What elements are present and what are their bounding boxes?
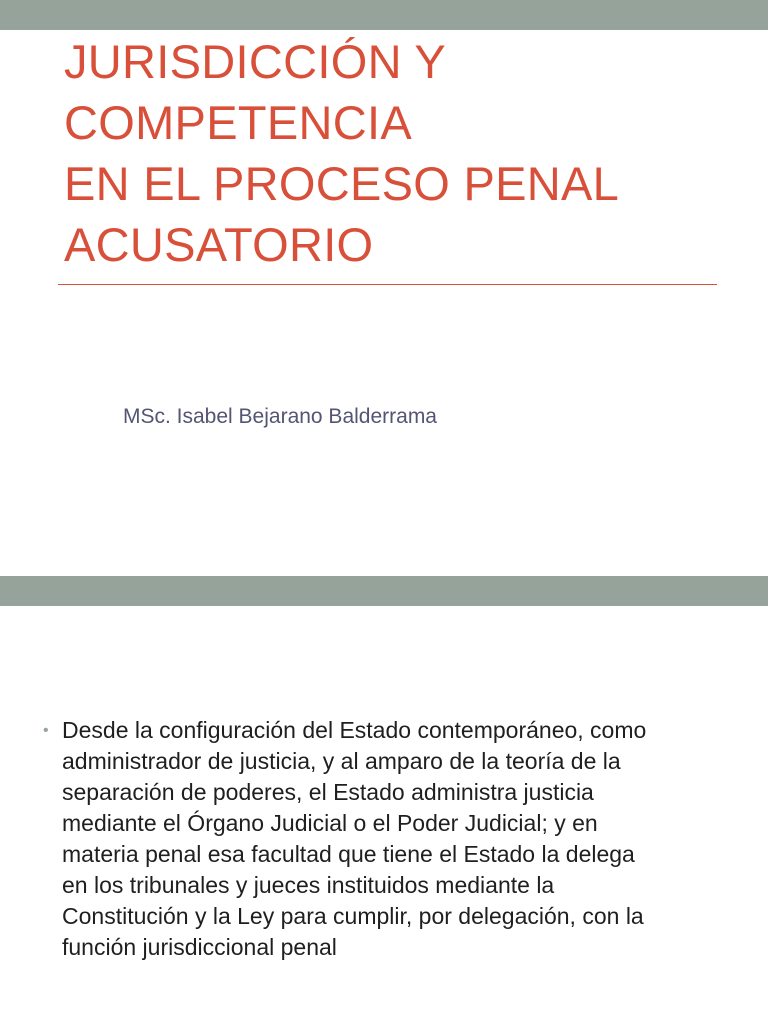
bullet-line: administrador de justicia, y al amparo de la teoría de la	[62, 748, 621, 774]
list-item	[43, 715, 743, 963]
bullet-line: función jurisdiccional penal	[62, 934, 337, 960]
title-divider	[58, 284, 717, 285]
slide-separator-band	[0, 576, 768, 606]
slide-title	[64, 31, 744, 275]
title-line: EN EL PROCESO PENAL	[64, 157, 620, 210]
bullet-line: separación de poderes, el Estado administra justicia	[62, 779, 594, 805]
bullet-line: materia penal esa facultad que tiene el Estado la delega	[62, 841, 635, 867]
bullet-list	[43, 715, 743, 963]
bullet-line: mediante el Órgano Judicial o el Poder Judicial; y en	[62, 810, 598, 836]
bullet-marker: •	[43, 722, 49, 739]
top-accent-band	[0, 0, 768, 30]
bullet-text	[62, 715, 743, 963]
title-line: COMPETENCIA	[64, 96, 412, 149]
title-line: JURISDICCIÓN Y	[64, 35, 446, 88]
title-line: ACUSATORIO	[64, 218, 374, 271]
author-subtitle: MSc. Isabel Bejarano Balderrama	[123, 405, 437, 428]
bullet-line: Desde la configuración del Estado contemporáneo, como	[62, 717, 647, 743]
bullet-line: Constitución y la Ley para cumplir, por delegación, con la	[62, 903, 644, 929]
bullet-line: en los tribunales y jueces instituidos mediante la	[62, 872, 555, 898]
